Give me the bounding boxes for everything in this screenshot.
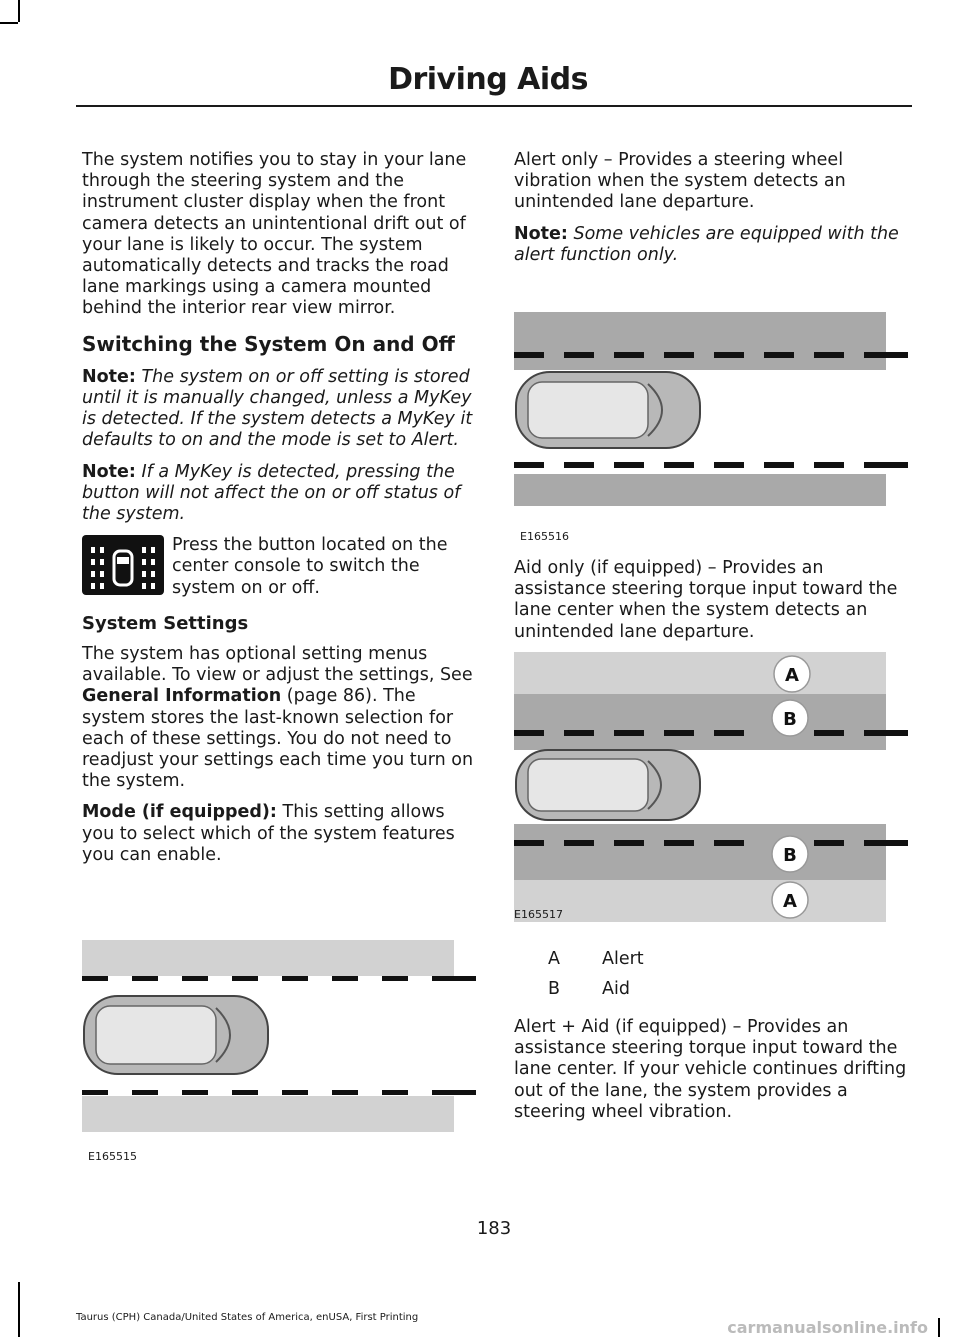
- aid-only-paragraph: Aid only (if equipped) – Provides an assistance steering torque input toward the lane center when the system detects an unintended lane departure.: [514, 558, 898, 642]
- callout-b-bottom: [772, 836, 808, 872]
- figure-id-label: E165517: [514, 908, 563, 921]
- alert-aid-paragraph-wrap: [514, 1017, 908, 1133]
- button-text: Press the button located on the center console to switch the system on or off.: [172, 535, 448, 598]
- figure-id-label: E165515: [88, 1150, 137, 1163]
- watermark: carmanualsonline.info: [727, 1318, 928, 1337]
- legend-value: Alert: [602, 949, 644, 969]
- note-label: Note:: [82, 366, 136, 387]
- callout-b-label: B: [783, 845, 797, 866]
- alert-lane-diagram-figure: [514, 312, 908, 506]
- legend-row: [548, 974, 644, 1004]
- callout-legend: [548, 944, 644, 1004]
- crop-mark: [0, 22, 18, 24]
- heading-settings: System Settings: [82, 612, 249, 634]
- note-2-text: If a MyKey is detected, pressing the button will not affect the on or off status of the system.: [82, 461, 461, 525]
- page-number: 183: [476, 1218, 512, 1239]
- legend-key: B: [548, 979, 561, 999]
- settings-paragraph: [82, 644, 476, 792]
- note-3: [514, 224, 908, 266]
- mode-label: Mode (if equipped):: [82, 802, 277, 823]
- note-label: Note:: [514, 223, 568, 244]
- crop-mark: [18, 0, 20, 22]
- legend-key: A: [548, 949, 560, 969]
- settings-text-2: (page 86). The system stores the last-known selection for each of these settings. You do not need to readjust your settings each time you turn on the system.: [82, 686, 474, 792]
- aid-only-paragraph-wrap: [514, 558, 908, 653]
- intro-paragraph: The system notifies you to stay in your lane through the steering system and the instrument cluster display when the front camera detects an unintentional drift out of your lane is likely to occur. The system automatically detects and tracks the road lane markings using a camera mounted behind the interior rear view mirror.: [82, 150, 467, 319]
- note-1: [82, 367, 476, 452]
- callout-a-bottom: [772, 882, 808, 918]
- alert-only-paragraph: Alert only – Provides a steering wheel vibration when the system detects an unintended lane departure.: [514, 150, 846, 213]
- legend-row: [548, 944, 644, 974]
- lane-diagram-figure: [82, 940, 476, 1132]
- callout-a-label: A: [783, 891, 797, 912]
- left-column: [82, 150, 476, 876]
- callout-b-label: B: [783, 709, 797, 730]
- mode-text: This setting allows you to select which of the system features you can enable.: [82, 802, 455, 865]
- note-2: [82, 462, 476, 526]
- callout-a-top: [774, 656, 810, 692]
- mode-paragraph: [82, 802, 476, 866]
- car-icon: [516, 372, 700, 448]
- callout-b-top: [772, 700, 808, 736]
- callout-a-label: A: [785, 665, 799, 686]
- settings-text: The system has optional setting menus available. To view or adjust the settings, See: [82, 644, 473, 686]
- right-column-top: [514, 150, 908, 276]
- button-instruction: [82, 535, 476, 599]
- page-title: Driving Aids: [388, 62, 588, 97]
- car-icon: [84, 996, 268, 1074]
- note-label: Note:: [82, 461, 136, 482]
- alert-aid-paragraph: Alert + Aid (if equipped) – Provides an assistance steering torque input toward the lane center. If your vehicle continues drifting out of the lane, the system provides a steering wheel vibration.: [514, 1017, 907, 1122]
- legend-value: Aid: [602, 979, 630, 999]
- heading-switch: Switching the System On and Off: [82, 331, 455, 356]
- edition-footer: Taurus (CPH) Canada/United States of America, enUSA, First Printing: [76, 1312, 419, 1323]
- note-3-text: Some vehicles are equipped with the alert function only.: [514, 223, 899, 265]
- car-icon: [516, 750, 700, 820]
- crop-mark: [938, 1318, 940, 1337]
- header-rule: [76, 105, 912, 107]
- crop-mark: [18, 1282, 20, 1337]
- figure-id-label: E165516: [520, 530, 569, 543]
- general-information-link[interactable]: General Information: [82, 686, 282, 707]
- note-1-text: The system on or off setting is stored until it is manually changed, unless a MyKey is detected. If the system detects a MyKey it defaults to on and the mode is set to Alert.: [82, 366, 473, 451]
- lane-keeping-button-icon: [82, 535, 164, 595]
- aid-lane-diagram-figure: [514, 652, 908, 922]
